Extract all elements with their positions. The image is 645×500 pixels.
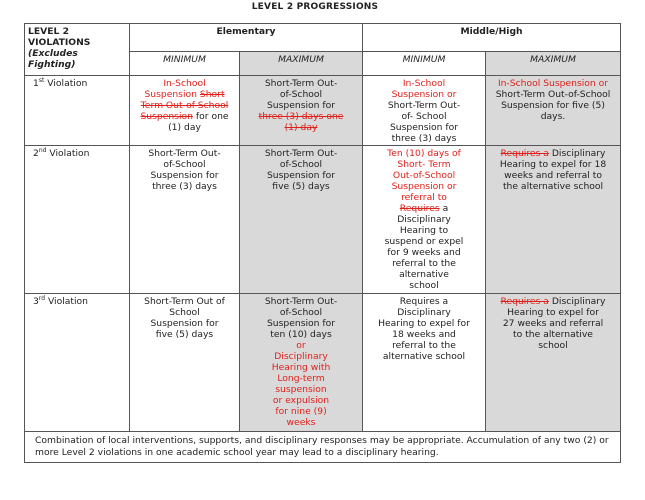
mh-maximum-header: MAXIMUM (486, 52, 621, 76)
page-title: LEVEL 2 PROGRESSIONS (251, 2, 379, 12)
elem-min-cell: Short-Term Out- of-School Suspension for three (3) days (130, 146, 240, 294)
mh-minimum-header: MINIMUM (363, 52, 486, 76)
progressions-table (24, 23, 621, 463)
violation-label: 3rd Violation (25, 294, 130, 432)
mh-max-cell: Requires a Disciplinary Hearing to expel for 18 weeks and referral to the alternative school (486, 146, 621, 294)
footer-note: Combination of local interventions, supports, and disciplinary responses may be appropriate. Accumulation of any two (2) or more Level 2 violations in one academic school year may lead to a disciplinary hearing. (25, 432, 621, 463)
violation-label: 1st Violation (25, 76, 130, 146)
elem-minimum-header: MINIMUM (130, 52, 240, 76)
excludes-label: (Excludes Fighting) (28, 48, 78, 70)
header-row-1 (25, 24, 621, 52)
mh-min-cell: Ten (10) days of Short- Term Out-of-School Suspension or referral to Requires a Disciplinary Hearing to suspend or expel for 9 weeks and referral to the alternative school (363, 146, 486, 294)
elem-max-cell: Short-Term Out- of-School Suspension for five (5) days (240, 146, 363, 294)
footer-row (25, 432, 621, 463)
elem-min-cell: Short-Term Out of School Suspension for five (5) days (130, 294, 240, 432)
mh-min-cell: In-School Suspension or Short-Term Out- of- School Suspension for three (3) days (363, 76, 486, 146)
violations-header (25, 24, 130, 76)
mh-max-cell: In-School Suspension or Short-Term Out-of-School Suspension for five (5) days. (486, 76, 621, 146)
elementary-header: Elementary (130, 24, 363, 52)
elem-max-cell: Short-Term Out- of-School Suspension for ten (10) days or Disciplinary Hearing with Long-term suspension or expulsion for nine (9) weeks (240, 294, 363, 432)
mh-min-cell: Requires a Disciplinary Hearing to expel for 18 weeks and referral to the alternative school (363, 294, 486, 432)
first-violation-row (25, 76, 621, 146)
second-violation-row (25, 146, 621, 294)
middle-high-header: Middle/High (363, 24, 621, 52)
third-violation-row (25, 294, 621, 432)
mh-max-cell: Requires a Disciplinary Hearing to expel for 27 weeks and referral to the alternative school (486, 294, 621, 432)
elem-max-cell: Short-Term Out- of-School Suspension for three (3) days one (1) day (240, 76, 363, 146)
violations-label: LEVEL 2 VIOLATIONS (28, 26, 91, 48)
violation-label: 2nd Violation (25, 146, 130, 294)
elem-min-cell: In-School Suspension Short Term Out-of-School Suspension for one (1) day (130, 76, 240, 146)
elem-maximum-header: MAXIMUM (240, 52, 363, 76)
